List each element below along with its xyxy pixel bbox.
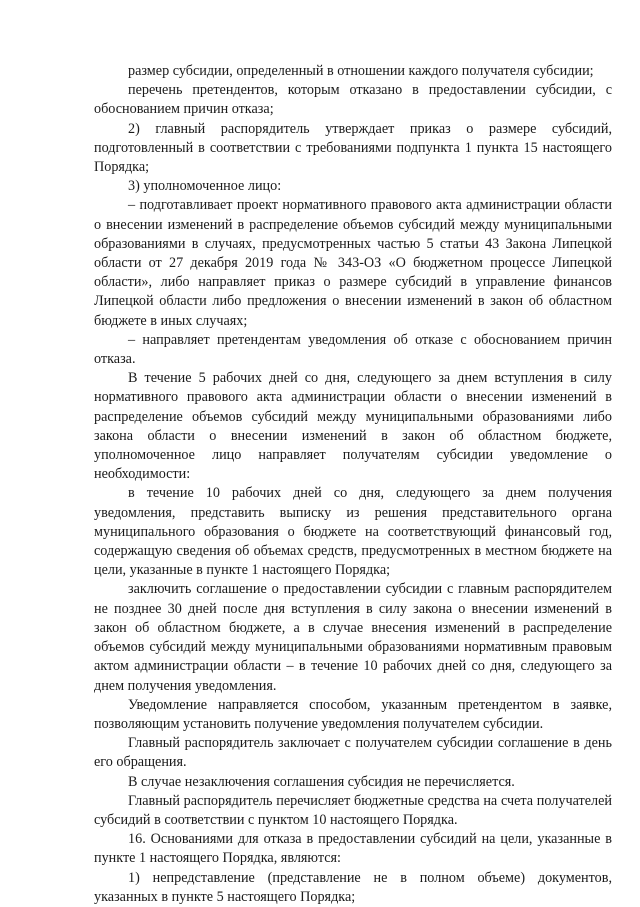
paragraph: – подготавливает проект нормативного правового акта администрации области о внесении изменений в распределение объемов субсидий между муниципальными образованиями в случаях, предусмотренных частью 5 статьи 43 Закона Липецкой области от 27 декабря 2019 года № 343-ОЗ «О бюджетном процессе Липецкой области», либо направляет приказ о размере субсидий в управление финансов Липецкой области либо предложения о внесении изменений в закон об областном бюджете в иных случаях; (94, 197, 612, 329)
paragraph: В течение 5 рабочих дней со дня, следующего за днем вступления в силу нормативного правового акта администрации области о внесении изменений в распределение объемов субсидий между муниципальными образованиями либо закона области о внесении изменений в закон об областном бюджете, уполномоченное лицо направляет получателям субсидии уведомление о необходимости: (94, 370, 612, 483)
paragraph: перечень претендентов, которым отказано в предоставлении субсидии, с обоснованием причин отказа; (94, 82, 612, 118)
paragraph: 1) непредставление (представление не в полном объеме) документов, указанных в пункте 5 настоящего Порядка; (94, 869, 612, 905)
paragraph: Главный распорядитель заключает с получателем субсидии соглашение в день его обращения. (94, 735, 612, 771)
paragraph: В случае незаключения соглашения субсидия не перечисляется. (128, 773, 515, 790)
document-body (94, 62, 612, 907)
paragraph: Главный распорядитель перечисляет бюджетные средства на счета получателей субсидий в соответствии с пунктом 10 настоящего Порядка. (94, 792, 612, 828)
paragraph: 16. Основаниями для отказа в предоставлении субсидий на цели, указанные в пункте 1 настоящего Порядка, являются: (94, 831, 612, 867)
paragraph: в течение 10 рабочих дней со дня, следующего за днем получения уведомления, представить выписку из решения представительного органа муниципального образования о бюджете на соответствующий финансовый год, содержащую сведения об объемах средств, предусмотренных в местном бюджете на цели, указанные в пункте 1 настоящего Порядка; (94, 485, 612, 579)
paragraph: Уведомление направляется способом, указанным претендентом в заявке, позволяющим установить получение уведомления получателем субсидии. (94, 696, 612, 732)
paragraph: 2) главный распорядитель утверждает приказ о размере субсидий, подготовленный в соответствии с требованиями подпункта 1 пункта 15 настоящего Порядка; (94, 120, 612, 176)
paragraph: заключить соглашение о предоставлении субсидии с главным распорядителем не позднее 30 дней после дня вступления в силу закона о внесении изменений в закон об областном бюджете, а в случае внесения изменений в распределение объемов субсидий между муниципальными образованиями нормативным правовым актом администрации области – в течение 10 рабочих дней со дня, следующего за днем получения уведомления. (94, 581, 612, 694)
paragraph: – направляет претендентам уведомления об отказе с обоснованием причин отказа. (94, 331, 612, 368)
paragraph: 3) уполномоченное лицо: (128, 178, 282, 195)
paragraph: размер субсидии, определенный в отношении каждого получателя субсидии; (128, 63, 594, 79)
